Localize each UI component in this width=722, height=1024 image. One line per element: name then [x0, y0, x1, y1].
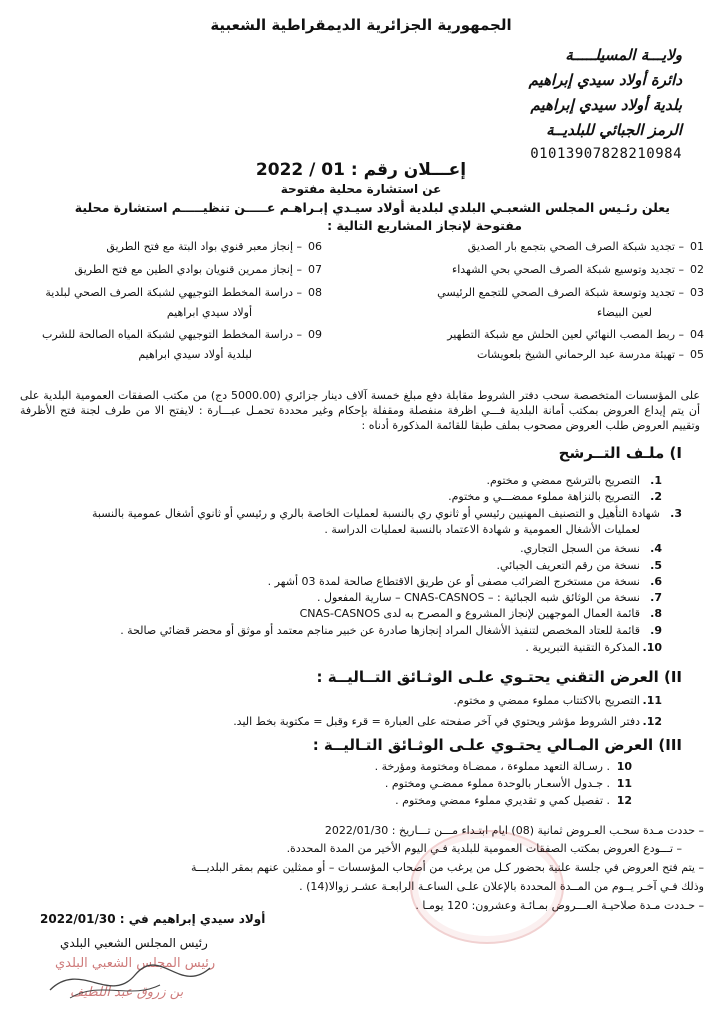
signature-place-date: أولاد سيدي إبراهيم في : 2022/01/30	[40, 912, 266, 926]
list-item: 12. تفصيل كمي و تقديري مملوء ممضي ومختوم .	[395, 794, 632, 807]
wilaya-label: ولايـــة المسيلـــــة	[565, 46, 682, 64]
list-item: 5.نسخة من رقم التعريف الجبائي.	[496, 559, 662, 572]
daira-label: دائرة أولاد سيدي إبراهيم	[528, 71, 682, 89]
list-item: 2.التصريح بالنزاهة مملوء ممضـــي و مختوم.	[448, 490, 662, 503]
intro-paragraph: على المؤسسات المتخصصة سحب دفتر الشروط مقابلة دفع مبلغ خمسة آلاف دينار جزائري (5000.00 دج) من مكتب الصفقات العمومية البلدية على أن يتم إيداع العروض بمكتب أمانة البلدية فـــي اظرفة منفصلة ومقفلة بإحكام وغير محددة تحمـل عبـــارة : لايفتح الا من طرف لجنة فتح الأظرفة وتقييم العروض طلب العروض مصحوب بملف طبقا للقائمة المذكورة أدناه :	[20, 389, 700, 432]
deadline-line: – حـددت مـدة صلاحيـة العـــروض بمـائـة وعشرون: 120 يومـا .	[415, 899, 704, 912]
project-item: 08– دراسة المخطط التوجيهي لشبكة الصرف الصحي لبلدية	[45, 286, 322, 299]
project-item-cont: لبلدية أولاد سيدي ابراهيم	[138, 348, 252, 361]
list-item: 9.قائمة للعتاد المخصص لتنفيذ الأشغال المراد إنجازها صادرة عن خبير مناجم معتمد أو موثق أو محضر قضائي صالحة .	[120, 624, 662, 637]
list-item: 10. رسـالة التعهد مملوءة ، ممضـاة ومختومة ومؤرخة .	[374, 760, 632, 773]
section-1-title: I) ملـف التــرشح	[558, 444, 682, 462]
project-item-cont: لعين البيضاء	[597, 306, 652, 319]
tax-code-value: 01013907828210984	[530, 146, 682, 162]
announcement-line-1: يعلن رئـيس المجلس الشعبـي البلدي لبلدية أولاد سيـدي إبـراهـم عـــــن تنظيـــــم استشارة محلية	[74, 200, 670, 215]
project-item-cont: أولاد سيدي ابراهيم	[166, 306, 252, 319]
list-item: 7.نسخة من الوثائق شبه الجبائية : – CNAS-CASNOS – سارية المفعول .	[316, 591, 662, 604]
list-item: 1.التصريح بالترشح ممضي و مختوم.	[486, 474, 662, 487]
project-item: 09– دراسة المخطط التوجيهي لشبكة المياه الصالحة للشرب	[42, 328, 322, 341]
project-item: 04– ربط المصب النهائي لعين الحلش مع شبكة التطهير	[447, 328, 704, 341]
project-item: 06– إنجاز معبر قنوي بواد البتة مع فتح الطريق	[106, 240, 322, 253]
list-item: 6.نسخة من مستخرج الضرائب مصفى أو عن طريق الاقتطاع صالحة لمدة 03 أشهر .	[267, 575, 662, 588]
list-item: 3.شهادة التأهيل و التصنيف المهنيين رئيسي أو ثانوي ري بالنسبة لعمليات الخاصة بالري و رئيسي أو ثانوي أشغال عمومية بالنسبة	[92, 507, 682, 520]
list-item: 12.دفتر الشروط مؤشر ويحتوي في آخر صفحته على العبارة = قرء وقبل = مكتوبة بخط اليد.	[233, 715, 662, 728]
project-item: 01– تجديد شبكة الصرف الصحي بتجمع بار الصديق	[467, 240, 704, 253]
handwritten-signature	[40, 950, 220, 1010]
official-stamp	[410, 830, 564, 944]
list-item-cont: لعمليات الأشغال العمومية و شهادة الاعتماد بالنسبة لعمليات الدراسة .	[324, 523, 640, 536]
republic-title: الجمهورية الجزائرية الديمقراطية الشعبية	[210, 16, 512, 34]
deadline-line: وذلك فـي آخـر يــوم من المــدة المحددة بالإعلان علـى الساعـة الرابعـة عشـر زوالا(14) .	[299, 880, 704, 893]
signature-title: رئيس المجلس الشعبي البلدي	[60, 936, 208, 950]
list-item: 10.المذكرة التقنية التبريرية .	[525, 641, 662, 654]
tax-code-label: الرمز الجبائي للبلديــة	[546, 121, 682, 139]
announcement-subtitle: عن استشارة محلية مفتوحة	[280, 182, 442, 196]
list-item: 8.قائمة العمال الموجهين لإنجاز المشروع و المصرح به لدى CNAS-CASNOS	[299, 607, 662, 620]
signature-name: بن زروق عبد اللطيف	[70, 985, 184, 1000]
section-3-title: III) العرض المـالي يحتـوي علـى الوثـائق التـاليــة :	[312, 736, 682, 754]
project-item: 02– تجديد وتوسيع شبكة الصرف الصحي بحي الشهداء	[452, 263, 704, 276]
announcement-line-2: مفتوحة لإنجاز المشاريع التالية :	[327, 218, 522, 233]
project-item: 05– تهيئة مدرسة عبد الرحماني الشيخ بلعويشات	[476, 348, 704, 361]
baladia-label: بلدية أولاد سيدي إبراهيم	[530, 96, 682, 114]
deadline-line: – حددت مـدة سحـب العـروض ثمانية (08) ايام ابتـداء مـــن تـــاريخ : 2022/01/30	[324, 824, 704, 837]
announcement-title: إعـــلان رقم : 01 / 2022	[255, 160, 467, 180]
deadline-line: – تـــودع العروض بمكتب الصفقات العمومية للبلدية فـي اليوم الأخير من المدة المحددة.	[286, 842, 682, 855]
section-2-title: II) العرض التقني يحتـوي علـى الوثـائق التــاليــة :	[316, 668, 682, 686]
signature-stamp-text: رئيس المجلس الشعبي البلدي	[55, 956, 216, 971]
list-item: 11. جـدول الأسعـار بالوحدة مملوء ممضـي ومختوم .	[384, 777, 632, 790]
project-item: 03– تجديد وتوسعة شبكة الصرف الصحي للتجمع الرئيسي	[437, 286, 704, 299]
list-item: 4.نسخة من السجل التجاري.	[520, 542, 662, 555]
list-item: 11.التصريح بالاكتتاب مملوء ممضي و مختوم.	[453, 694, 662, 707]
project-item: 07– إنجاز ممرين قنويان بوادي الطين مع فتح الطريق	[74, 263, 322, 276]
deadline-line: – يتم فتح العروض في جلسة علنية بحضور كـل من يرغب من أصحاب المؤسسات – أو ممثلين عنهم بمقر البلديـــة	[191, 861, 704, 874]
